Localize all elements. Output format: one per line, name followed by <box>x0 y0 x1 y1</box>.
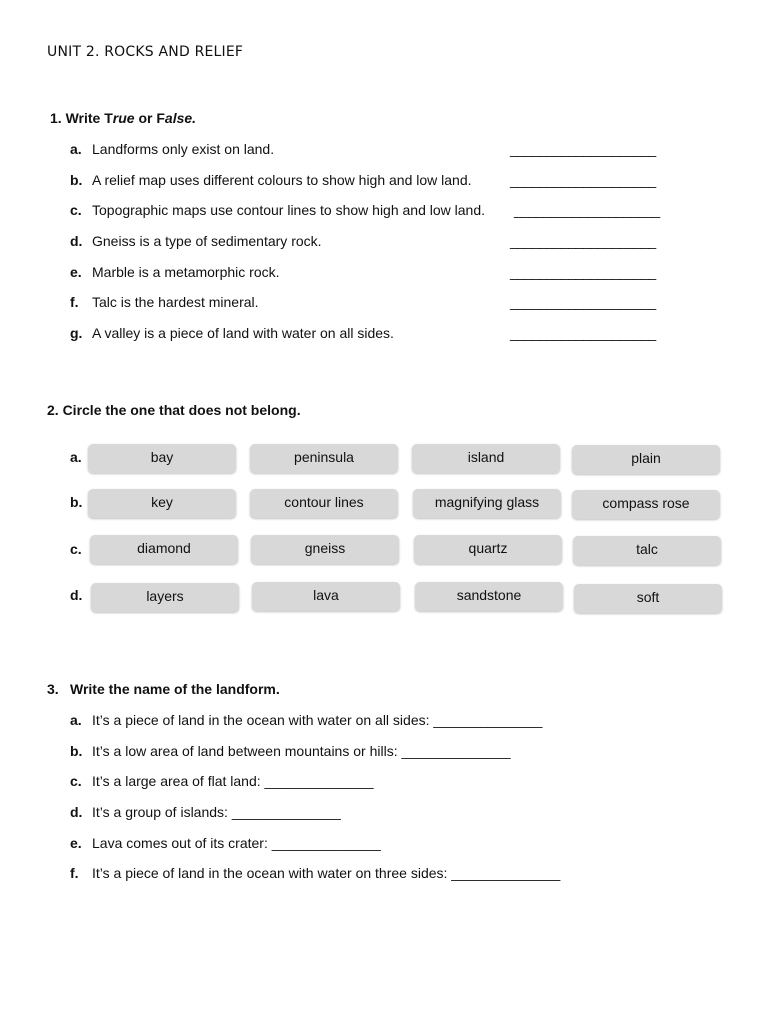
item-text: A relief map uses different colours to show high and low land. <box>92 172 472 188</box>
q3-item-d[interactable] <box>70 804 341 820</box>
answer-blank-a[interactable]: ____________________ <box>510 141 656 157</box>
q2-heading: 2. Circle the one that does not belong. <box>47 402 301 418</box>
q3-item-a[interactable] <box>70 712 542 728</box>
item-text: It’s a piece of land in the ocean with water on three sides: ______________ <box>92 865 561 881</box>
item-text: It’s a piece of land in the ocean with water on all sides: ______________ <box>92 712 543 728</box>
q1-heading-part-5: . <box>192 110 197 126</box>
q2-row-letter-b: b. <box>70 494 83 510</box>
word-chip[interactable]: key <box>88 489 236 518</box>
answer-blank-d[interactable]: ____________________ <box>510 233 656 249</box>
item-letter: a. <box>70 141 82 157</box>
q1-item-b <box>70 172 472 188</box>
item-text: It’s a group of islands: ______________ <box>92 804 341 820</box>
q1-item-d <box>70 233 322 249</box>
word-chip[interactable]: lava <box>252 582 400 611</box>
answer-blank-g[interactable]: ____________________ <box>510 325 656 341</box>
q1-heading-part-4: alse <box>164 110 193 126</box>
q1-item-c <box>70 202 485 218</box>
q1-number: 1. <box>50 110 62 126</box>
item-letter: c. <box>70 202 82 218</box>
item-text: Talc is the hardest mineral. <box>92 294 259 310</box>
q2-row-letter-c: c. <box>70 541 82 557</box>
item-letter: d. <box>70 804 83 820</box>
word-chip[interactable]: plain <box>572 445 720 474</box>
q1-heading <box>50 110 196 126</box>
q1-heading-part-3: or F <box>134 110 165 126</box>
item-letter: b. <box>70 172 83 188</box>
q1-heading-part-2: rue <box>112 110 135 126</box>
word-chip[interactable]: bay <box>88 444 236 473</box>
word-chip[interactable]: diamond <box>90 535 238 564</box>
q1-item-f <box>70 294 259 310</box>
item-letter: f. <box>70 294 79 310</box>
word-chip[interactable]: contour lines <box>250 489 398 518</box>
word-chip[interactable]: peninsula <box>250 444 398 473</box>
item-letter: b. <box>70 743 83 759</box>
q3-item-c[interactable] <box>70 773 374 789</box>
word-chip[interactable]: island <box>412 444 560 473</box>
answer-blank-c[interactable]: ____________________ <box>514 202 660 218</box>
word-chip[interactable]: sandstone <box>415 582 563 611</box>
item-text: Lava comes out of its crater: ______________ <box>92 835 381 851</box>
word-chip[interactable]: talc <box>573 536 721 565</box>
q2-row-letter-d: d. <box>70 587 83 603</box>
item-letter: c. <box>70 773 82 789</box>
q3-heading <box>47 681 280 697</box>
item-text: It’s a low area of land between mountains or hills: ______________ <box>92 743 511 759</box>
item-letter: a. <box>70 712 82 728</box>
q3-item-e[interactable] <box>70 835 381 851</box>
item-letter: e. <box>70 264 82 280</box>
word-chip[interactable]: soft <box>574 584 722 613</box>
item-letter: d. <box>70 233 83 249</box>
item-letter: e. <box>70 835 82 851</box>
item-letter: f. <box>70 865 79 881</box>
q3-number: 3. <box>47 681 59 697</box>
word-chip[interactable]: quartz <box>414 535 562 564</box>
q1-heading-part-1: Write T <box>65 110 113 126</box>
q3-item-b[interactable] <box>70 743 510 759</box>
item-letter: g. <box>70 325 83 341</box>
unit-title: UNIT 2. ROCKS AND RELIEF <box>47 44 244 60</box>
answer-blank-e[interactable]: ____________________ <box>510 264 656 280</box>
q3-item-f[interactable] <box>70 865 560 881</box>
word-chip[interactable]: compass rose <box>572 490 720 519</box>
q1-item-a <box>70 141 274 157</box>
word-chip[interactable]: magnifying glass <box>413 489 561 518</box>
item-text: A valley is a piece of land with water on all sides. <box>92 325 394 341</box>
q1-item-g <box>70 325 394 341</box>
item-text: It’s a large area of flat land: ______________ <box>92 773 374 789</box>
item-text: Topographic maps use contour lines to show high and low land. <box>92 202 486 218</box>
q2-row-letter-a: a. <box>70 449 82 465</box>
answer-blank-f[interactable]: ____________________ <box>510 294 656 310</box>
word-chip[interactable]: gneiss <box>251 535 399 564</box>
item-text: Landforms only exist on land. <box>92 141 275 157</box>
answer-blank-b[interactable]: ____________________ <box>510 172 656 188</box>
word-chip[interactable]: layers <box>91 583 239 612</box>
q3-heading-text: Write the name of the landform. <box>70 681 280 697</box>
item-text: Gneiss is a type of sedimentary rock. <box>92 233 322 249</box>
item-text: Marble is a metamorphic rock. <box>92 264 280 280</box>
q1-item-e <box>70 264 280 280</box>
